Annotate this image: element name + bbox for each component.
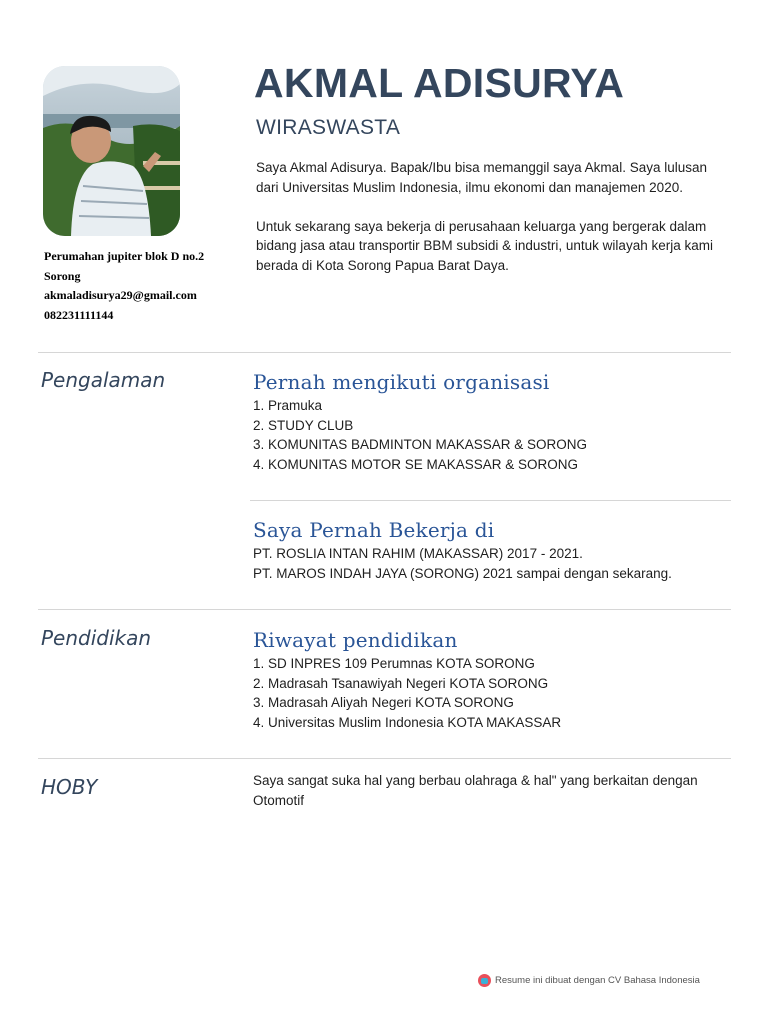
footer-text: Resume ini dibuat dengan CV Bahasa Indonesia <box>495 975 700 986</box>
contact-info <box>44 247 244 325</box>
phone-number: 082231111144 <box>44 307 114 322</box>
job-title: WIRASWASTA <box>256 116 401 139</box>
address-line-1: Perumahan jupiter blok D no.2 <box>44 249 205 263</box>
list-item: PT. MAROS INDAH JAYA (SORONG) 2021 sampai dengan sekarang. <box>253 565 672 581</box>
hobby-text: Saya sangat suka hal yang berbau olahraga & hal" yang berkaitan dengan Otomotif <box>253 773 698 808</box>
list-item: 2. STUDY CLUB <box>253 417 354 433</box>
cv-logo-icon <box>478 974 491 987</box>
profile-summary <box>256 158 726 295</box>
list-item: PT. ROSLIA INTAN RAHIM (MAKASSAR) 2017 - 2021. <box>253 546 583 561</box>
section-label-experience: Pengalaman <box>41 368 166 392</box>
list-item: 3. Madrasah Aliyah Negeri KOTA SORONG <box>253 695 514 711</box>
list-item: 1. SD INPRES 109 Perumnas KOTA SORONG <box>253 656 535 671</box>
summary-paragraph: Untuk sekarang saya bekerja di perusahaan keluarga yang bergerak dalam bidang jasa atau transportir BBM subsidi & industri, untuk wilayah kerja kami berada di Kota Sorong Papua Barat Daya. <box>256 218 713 273</box>
list-item: 1. Pramuka <box>253 398 323 413</box>
footer-credit[interactable] <box>478 974 700 987</box>
section-divider <box>38 352 731 353</box>
section-label-hobby: HOBY <box>41 775 98 799</box>
section-divider <box>38 609 731 610</box>
education-list <box>253 654 733 732</box>
organizations-list <box>253 396 733 474</box>
hobby-block <box>253 771 731 810</box>
work-heading: Saya Pernah Bekerja di <box>253 518 495 542</box>
organizations-heading: Pernah mengikuti organisasi <box>253 370 550 394</box>
list-item: 4. Universitas Muslim Indonesia KOTA MAKASSAR <box>253 714 562 730</box>
education-heading: Riwayat pendidikan <box>253 628 458 652</box>
subsection-divider <box>250 500 731 501</box>
person-name: AKMAL ADISURYA <box>254 60 625 106</box>
section-divider <box>38 758 731 759</box>
list-item: 3. KOMUNITAS BADMINTON MAKASSAR & SORONG <box>253 437 588 453</box>
work-list <box>253 544 733 583</box>
address-line-2: Sorong <box>44 268 81 283</box>
email-link[interactable]: akmaladisurya29@gmail.com <box>44 288 197 302</box>
list-item: 2. Madrasah Tsanawiyah Negeri KOTA SORONG <box>253 675 549 691</box>
list-item: 4. KOMUNITAS MOTOR SE MAKASSAR & SORONG <box>253 456 579 472</box>
section-label-education: Pendidikan <box>41 626 152 650</box>
profile-photo <box>43 66 180 236</box>
summary-paragraph: Saya Akmal Adisurya. Bapak/Ibu bisa memanggil saya Akmal. Saya lulusan dari Universitas Muslim Indonesia, ilmu ekonomi dan manajemen 2020. <box>256 160 707 195</box>
